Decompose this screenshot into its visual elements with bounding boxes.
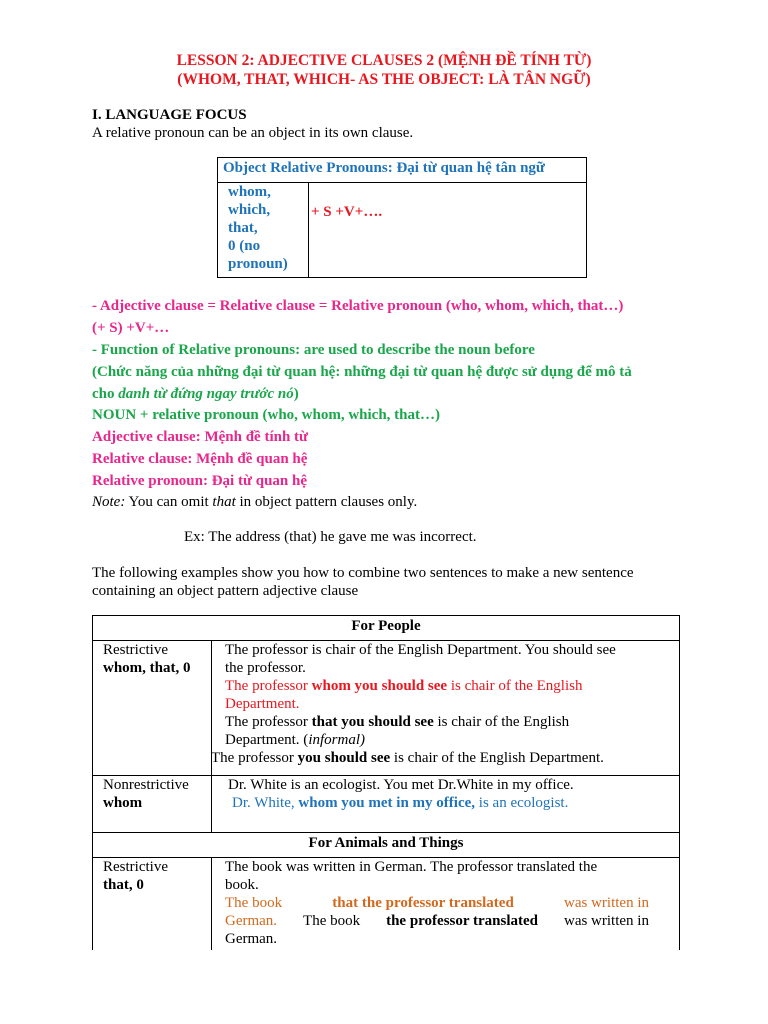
note-omit-that: [92, 493, 417, 511]
row-label-pronouns: whom, that, 0: [103, 660, 191, 676]
example-text: German.: [225, 913, 278, 929]
row-label-pronouns: whom: [103, 795, 143, 811]
example-line: [225, 713, 679, 731]
note-relative-pronoun: Relative pronoun: Đại từ quan hệ: [92, 473, 308, 489]
pronoun-pattern: + S +V+….: [309, 183, 587, 278]
example-line: the professor.: [225, 660, 306, 676]
example-text: was written in: [563, 913, 649, 929]
example-line: Dr. White is an ecologist. You met Dr.White in my office.: [228, 777, 574, 793]
row-examples-nonrestrictive: [212, 776, 680, 833]
example-text: is chair of the English: [447, 678, 583, 694]
pronoun-item: 0 (no: [228, 238, 261, 254]
example-clause: you should see: [297, 750, 391, 766]
note-italic-text: danh từ đứng ngay trước nó: [118, 386, 294, 402]
note-function-vn: (Chức năng của những đại từ quan hệ: những đại từ quan hệ được sử dụng để mô tả: [92, 364, 632, 380]
pronoun-list: [218, 183, 309, 278]
note-function: - Function of Relative pronouns: are used to describe the noun before: [92, 342, 535, 358]
example-line: German.: [225, 931, 278, 947]
people-header: For People: [93, 616, 680, 641]
example-sentence: Ex: The address (that) he gave me was incorrect.: [184, 529, 477, 545]
example-text: The professor: [225, 714, 312, 730]
following-text-line2: containing an object pattern adjective clause: [92, 583, 359, 599]
note-noun-pattern: NOUN + relative pronoun (who, whom, which, that…): [92, 407, 441, 423]
row-label-pronouns: that, 0: [103, 877, 144, 893]
pronoun-item: whom,: [228, 184, 271, 200]
examples-table: [92, 615, 680, 950]
row-examples-restrictive-people: [212, 641, 680, 776]
example-line: The book was written in German. The professor translated the: [225, 859, 598, 875]
lesson-title-line2: (WHOM, THAT, WHICH- AS THE OBJECT: LÀ TÂN NGỮ): [177, 71, 591, 88]
example-text: The book: [303, 913, 361, 929]
examples-table-wrapper: [92, 615, 680, 950]
things-header: For Animals and Things: [93, 833, 680, 858]
row-label-nonrestrictive: [93, 776, 212, 833]
example-clause: whom you met in my office,: [298, 795, 476, 811]
example-line: [225, 731, 679, 749]
row-label: Nonrestrictive: [103, 777, 189, 793]
example-line: [225, 912, 649, 930]
example-line: [232, 794, 679, 812]
example-line: [225, 894, 649, 912]
example-clause: that the professor translated: [332, 895, 514, 911]
pronoun-item: pronoun): [228, 256, 288, 272]
pronoun-table: [217, 157, 587, 278]
note-text: cho: [92, 386, 119, 402]
example-italic: informal): [308, 732, 365, 748]
example-text: The professor: [225, 678, 312, 694]
note-function-vn-cont: [92, 385, 299, 403]
example-text: is chair of the English: [433, 714, 570, 730]
example-line: [211, 749, 679, 767]
section-heading: I. LANGUAGE FOCUS: [92, 107, 247, 123]
example-text: Department. (: [225, 732, 309, 748]
row-label: Restrictive: [103, 642, 168, 658]
note-text: in object pattern clauses only.: [235, 494, 418, 510]
following-text-line1: The following examples show you how to combine two sentences to make a new sentence: [92, 565, 634, 581]
pronoun-table-header: Object Relative Pronouns: Đại từ quan hệ tân ngữ: [218, 158, 587, 183]
example-text: is chair of the English Department.: [390, 750, 604, 766]
note-adjective-clause-def: - Adjective clause = Relative clause = Relative pronoun (who, whom, which, that…): [92, 298, 624, 314]
example-line: book.: [225, 877, 259, 893]
note-adjective-clause: Adjective clause: Mệnh đề tính từ: [92, 429, 309, 445]
note-italic-text: that: [212, 494, 236, 510]
example-text: The book: [225, 895, 283, 911]
example-text: Dr. White,: [232, 795, 299, 811]
note-relative-clause: Relative clause: Mệnh đề quan hệ: [92, 451, 308, 467]
row-label-restrictive-things: [93, 858, 212, 951]
pronoun-item: that,: [228, 220, 258, 236]
example-text: is an ecologist.: [475, 795, 569, 811]
row-label: Restrictive: [103, 859, 168, 875]
example-clause: whom you should see: [311, 678, 448, 694]
note-text: ): [293, 386, 299, 402]
example-line: The professor is chair of the English Department. You should see: [225, 642, 616, 658]
pronoun-item: which,: [228, 202, 271, 218]
example-line: Department.: [225, 696, 300, 712]
note-pattern: (+ S) +V+…: [92, 320, 170, 336]
example-clause: the professor translated: [386, 913, 539, 929]
example-text: was written in: [564, 895, 649, 911]
example-clause: that you should see: [311, 714, 434, 730]
row-examples-restrictive-things: [212, 858, 680, 951]
example-line: [225, 677, 679, 695]
lesson-title-line1: LESSON 2: ADJECTIVE CLAUSES 2 (MỆNH ĐỀ TÍNH TỪ): [176, 52, 592, 69]
row-label-restrictive-people: [93, 641, 212, 776]
example-text: The professor: [211, 750, 298, 766]
note-text: You can omit: [125, 494, 213, 510]
intro-text: A relative pronoun can be an object in its own clause.: [92, 125, 414, 141]
note-label: Note:: [92, 494, 126, 510]
